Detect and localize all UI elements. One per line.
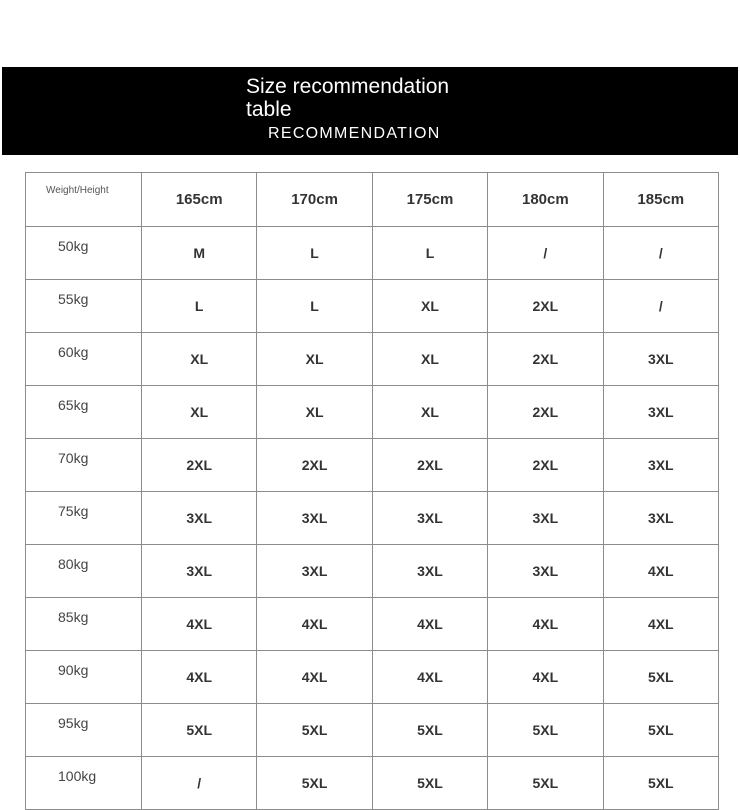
size-cell: 4XL (142, 598, 257, 651)
size-cell: L (372, 227, 487, 280)
table-row (26, 704, 719, 757)
size-cell: 5XL (603, 757, 718, 810)
size-cell: 2XL (142, 439, 257, 492)
size-cell: XL (257, 333, 372, 386)
size-cell: 3XL (257, 545, 372, 598)
size-cell: 3XL (603, 492, 718, 545)
size-cell: 3XL (142, 492, 257, 545)
size-cell: 4XL (603, 545, 718, 598)
size-cell: 4XL (488, 651, 603, 704)
size-cell: 4XL (372, 651, 487, 704)
row-header-weight: 55kg (26, 280, 142, 333)
table-row (26, 757, 719, 810)
size-cell: 5XL (257, 757, 372, 810)
column-header: 170cm (257, 173, 372, 227)
row-header-weight: 70kg (26, 439, 142, 492)
banner-title: Size recommendation table (246, 75, 450, 121)
size-cell: L (257, 227, 372, 280)
size-cell: 3XL (603, 333, 718, 386)
size-cell: 5XL (603, 651, 718, 704)
table-row (26, 439, 719, 492)
size-cell: / (603, 227, 718, 280)
size-cell: L (257, 280, 372, 333)
size-recommendation-table (25, 172, 719, 810)
size-cell: 5XL (257, 704, 372, 757)
size-cell: XL (372, 386, 487, 439)
size-cell: M (142, 227, 257, 280)
row-header-weight: 60kg (26, 333, 142, 386)
table-row (26, 492, 719, 545)
column-header: 180cm (488, 173, 603, 227)
row-header-weight: 95kg (26, 704, 142, 757)
size-cell: 3XL (488, 545, 603, 598)
size-cell: 3XL (257, 492, 372, 545)
size-cell: XL (142, 333, 257, 386)
row-header-weight: 90kg (26, 651, 142, 704)
column-header: 175cm (372, 173, 487, 227)
table-row (26, 227, 719, 280)
size-cell: 2XL (372, 439, 487, 492)
size-cell: XL (257, 386, 372, 439)
size-cell: 4XL (488, 598, 603, 651)
row-header-weight: 85kg (26, 598, 142, 651)
size-cell: 3XL (603, 386, 718, 439)
size-cell: 5XL (142, 704, 257, 757)
size-cell: 3XL (142, 545, 257, 598)
size-cell: 2XL (488, 333, 603, 386)
row-header-weight: 65kg (26, 386, 142, 439)
table-row (26, 598, 719, 651)
size-cell: 5XL (488, 757, 603, 810)
table-row (26, 333, 719, 386)
table-row (26, 280, 719, 333)
size-cell: 4XL (257, 598, 372, 651)
table-header-row (26, 173, 719, 227)
size-cell: 2XL (488, 386, 603, 439)
size-cell: 3XL (372, 492, 487, 545)
row-header-weight: 100kg (26, 757, 142, 810)
size-cell: XL (372, 280, 487, 333)
size-cell: 4XL (257, 651, 372, 704)
row-header-weight: 80kg (26, 545, 142, 598)
size-cell: 3XL (603, 439, 718, 492)
size-cell: 2XL (488, 280, 603, 333)
size-cell: / (488, 227, 603, 280)
row-header-weight: 75kg (26, 492, 142, 545)
table-row (26, 651, 719, 704)
table-row (26, 545, 719, 598)
size-cell: 5XL (488, 704, 603, 757)
corner-label: Weight/Height (26, 173, 142, 227)
size-cell: 4XL (603, 598, 718, 651)
header-banner (2, 67, 738, 155)
size-cell: XL (372, 333, 487, 386)
column-header: 165cm (142, 173, 257, 227)
size-cell: / (603, 280, 718, 333)
row-header-weight: 50kg (26, 227, 142, 280)
size-cell: 5XL (603, 704, 718, 757)
size-cell: 4XL (372, 598, 487, 651)
size-cell: 2XL (488, 439, 603, 492)
size-cell: 2XL (257, 439, 372, 492)
size-cell: 5XL (372, 704, 487, 757)
size-cell: L (142, 280, 257, 333)
table-row (26, 386, 719, 439)
size-cell: 3XL (488, 492, 603, 545)
size-cell: / (142, 757, 257, 810)
column-header: 185cm (603, 173, 718, 227)
size-cell: 5XL (372, 757, 487, 810)
size-cell: XL (142, 386, 257, 439)
banner-subtitle: RECOMMENDATION (268, 125, 441, 142)
size-cell: 4XL (142, 651, 257, 704)
size-cell: 3XL (372, 545, 487, 598)
